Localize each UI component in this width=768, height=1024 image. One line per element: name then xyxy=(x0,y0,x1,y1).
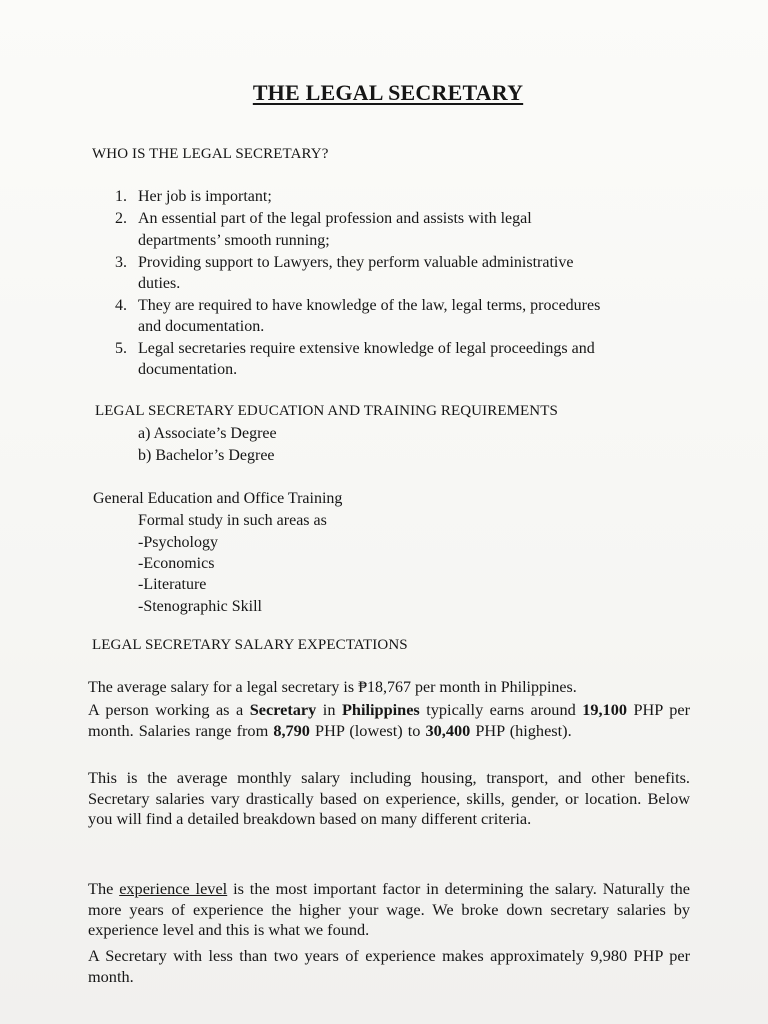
list-number: 4. xyxy=(115,297,127,314)
list-number: 1. xyxy=(115,188,127,205)
list-item-text: Her job is important; xyxy=(138,188,272,205)
list-number: 5. xyxy=(115,340,127,357)
list-item-text: Providing support to Lawyers, they perform valuable administrative xyxy=(138,254,574,271)
document-title: THE LEGAL SECRETARY xyxy=(252,80,524,105)
salary-range-paragraph: A person working as a Secretary in Philippines typically earns around 19,100 PHP per month. Salaries range from 8,790 PHP (lowest) to 30,400 PHP (highest). xyxy=(88,700,690,740)
experience-level-link: experience level xyxy=(119,879,228,898)
section-heading-salary: LEGAL SECRETARY SALARY EXPECTATIONS xyxy=(92,637,408,653)
section-heading-who: WHO IS THE LEGAL SECRETARY? xyxy=(92,146,329,162)
section-heading-education: LEGAL SECRETARY EDUCATION AND TRAINING REQUIREMENTS xyxy=(95,403,558,419)
list-item-text: Legal secretaries require extensive knowledge of legal proceedings and xyxy=(138,340,595,357)
list-number: 3. xyxy=(115,254,127,271)
list-item-text: They are required to have knowledge of the law, legal terms, procedures xyxy=(138,297,601,314)
entry-level-paragraph: A Secretary with less than two years of experience makes approximately 9,980 PHP per month. xyxy=(88,946,690,986)
degree-item: a) Associate’s Degree xyxy=(138,425,277,442)
list-item-text-cont: duties. xyxy=(138,275,181,292)
general-education-line: -Psychology xyxy=(138,534,218,551)
general-education-line: -Economics xyxy=(138,555,215,572)
general-education-line: -Stenographic Skill xyxy=(138,598,262,615)
list-item-text-cont: departments’ smooth running; xyxy=(138,232,330,249)
salary-benefits-paragraph: This is the average monthly salary including housing, transport, and other benefits. Secretary salaries vary drastically based on experience, skills, gender, or location. Below you will find a detailed breakdown based on many different criteria. xyxy=(88,768,690,828)
salary-average-paragraph: The average salary for a legal secretary is ₱18,767 per month in Philippines. xyxy=(88,679,577,696)
experience-paragraph: The experience level is the most important factor in determining the salary. Naturally the more years of experience the higher your wage. We broke down secretary salaries by experience level and this is what we found. xyxy=(88,879,690,939)
list-item-text-cont: documentation. xyxy=(138,361,238,378)
general-education-line: -Literature xyxy=(138,576,207,593)
list-item-text-cont: and documentation. xyxy=(138,318,265,335)
general-education-heading: General Education and Office Training xyxy=(93,490,343,507)
general-education-line: Formal study in such areas as xyxy=(138,512,327,529)
list-number: 2. xyxy=(115,210,127,227)
list-item-text: An essential part of the legal profession and assists with legal xyxy=(138,210,532,227)
degree-item: b) Bachelor’s Degree xyxy=(138,447,275,464)
